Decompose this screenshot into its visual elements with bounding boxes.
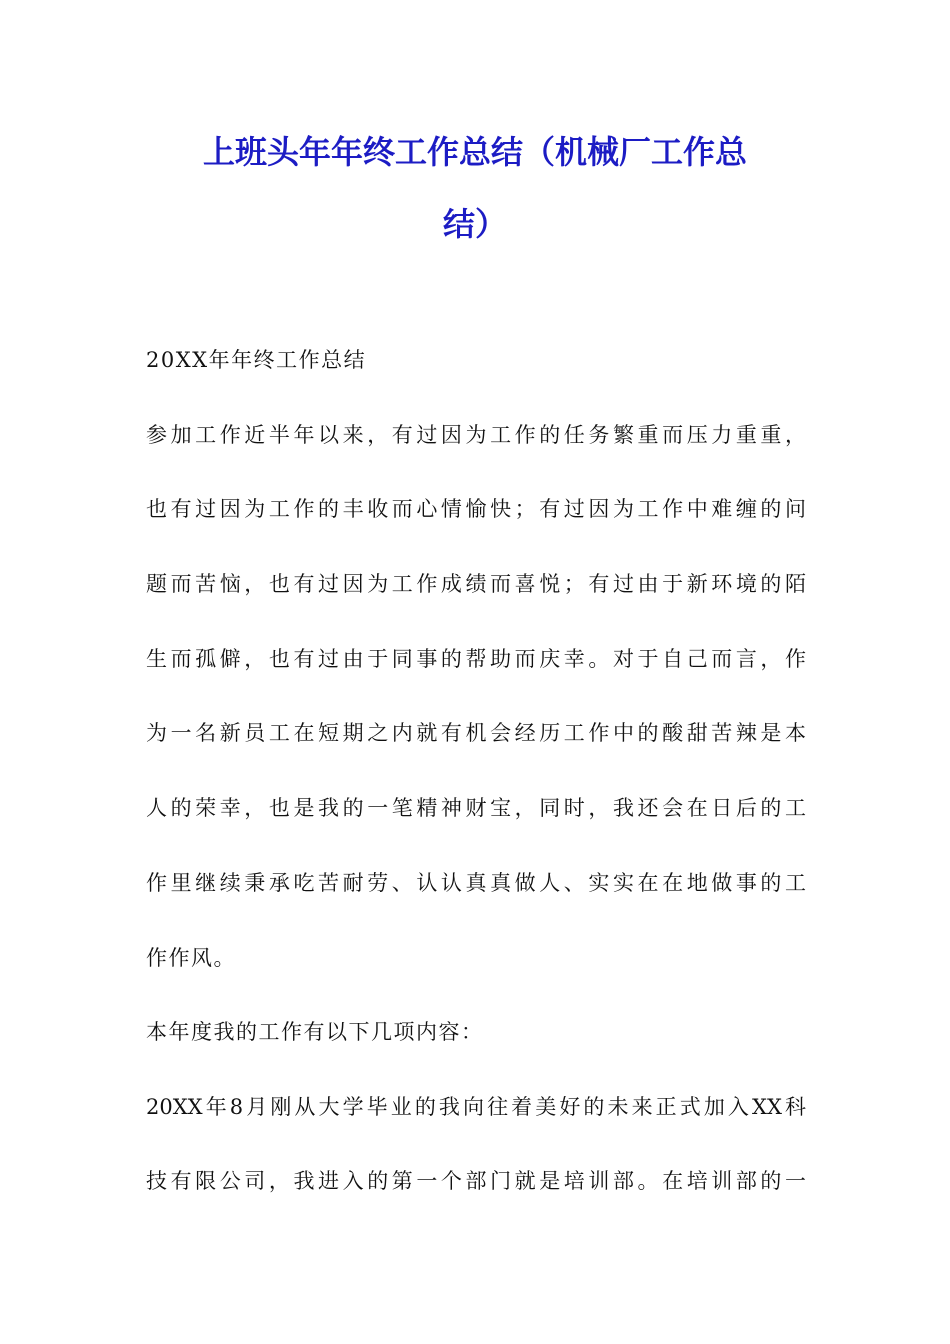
paragraph-line: 参加工作近半年以来，有过因为工作的任务繁重而压力重重，: [146, 423, 806, 447]
document-title-line-2: 结）: [442, 205, 507, 243]
document-title-line-1: 上班头年年终工作总结（机械厂工作总: [202, 133, 747, 171]
paragraph-line: 作作风。: [146, 946, 236, 970]
paragraph-line: 作里继续秉承吃苦耐劳、认认真真做人、实实在在地做事的工: [146, 871, 806, 895]
section-heading: 20XX年年终工作总结: [146, 348, 367, 372]
paragraph-line: 也有过因为工作的丰收而心情愉快；有过因为工作中难缠的问: [146, 497, 806, 521]
paragraph-line: 本年度我的工作有以下几项内容：: [146, 1020, 484, 1044]
paragraph-line: 人的荣幸，也是我的一笔精神财宝，同时，我还会在日后的工: [146, 796, 806, 820]
paragraph-line: 技有限公司，我进入的第一个部门就是培训部。在培训部的一: [146, 1169, 806, 1193]
paragraph-line: 生而孤僻，也有过由于同事的帮助而庆幸。对于自己而言，作: [146, 647, 806, 671]
paragraph-line: 为一名新员工在短期之内就有机会经历工作中的酸甜苦辣是本: [146, 721, 806, 745]
paragraph-line: 题而苦恼，也有过因为工作成绩而喜悦；有过由于新环境的陌: [146, 572, 806, 596]
paragraph-line: 20XX年8月刚从大学毕业的我向往着美好的未来正式加入XX科: [146, 1095, 806, 1119]
